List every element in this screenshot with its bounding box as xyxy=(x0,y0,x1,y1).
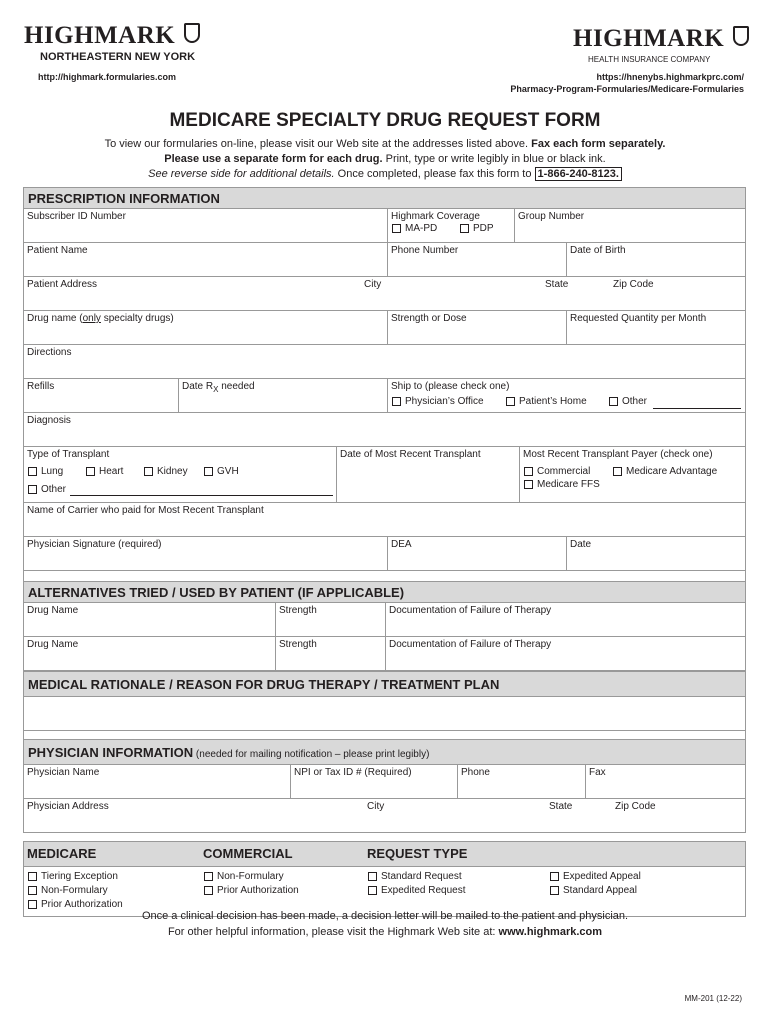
row-drug-name xyxy=(23,311,746,345)
request-form xyxy=(23,187,746,917)
medicare-options xyxy=(24,867,200,916)
intro-line-1: To view our formularies on-line, please visit our Web site at the addresses listed above. Fax each form separately. xyxy=(104,138,666,150)
intro-line-2: Please use a separate form for each drug. Print, type or write legibly in blue or black ink. xyxy=(164,153,606,165)
fax-number: 1-866-240-8123. xyxy=(535,167,622,181)
standard-request-checkbox[interactable]: Standard Request xyxy=(368,871,462,882)
form-code: MM-201 (12-22) xyxy=(684,994,742,1003)
expedited-appeal-checkbox[interactable]: Expedited Appeal xyxy=(550,871,641,882)
type-of-transplant-field: Type of Transplant Lung Heart Kidney GVH Other xyxy=(24,447,336,502)
row-patient-name xyxy=(23,243,746,277)
lung-checkbox[interactable]: Lung xyxy=(28,466,63,477)
request-type-options-group xyxy=(364,867,747,916)
form-title: MEDICARE SPECIALTY DRUG REQUEST FORM xyxy=(169,110,601,131)
alt-drug-name-field-1[interactable]: Drug Name xyxy=(27,605,79,616)
ship-to-field: Ship to (please check one) Physician’s Office Patient’s Home Other xyxy=(387,379,747,412)
npi-tax-id-field[interactable]: NPI or Tax ID # (Required) xyxy=(290,765,457,798)
row-signature xyxy=(23,537,746,571)
row-directions xyxy=(23,345,746,379)
physician-state-field[interactable]: State xyxy=(549,801,573,812)
row-alternative-2 xyxy=(23,637,746,671)
commercial-heading: COMMERCIAL xyxy=(203,846,293,861)
section-physician-information: PHYSICIAN INFORMATION (needed for mailing notification – please print legibly) xyxy=(23,739,746,765)
physician-zip-field[interactable]: Zip Code xyxy=(615,801,656,812)
commercial-prior-authorization-checkbox[interactable]: Prior Authorization xyxy=(204,885,299,896)
intro-line-3: See reverse side for additional details. Once completed, please fax this form to 1-866-240-8123. xyxy=(0,168,770,180)
recent-transplant-payer-field: Most Recent Transplant Payer (check one) Commercial Medicare Advantage Medicare FFS xyxy=(519,447,747,502)
section-alternatives: ALTERNATIVES TRIED / USED BY PATIENT (IF APPLICABLE) xyxy=(23,581,746,603)
physician-name-field[interactable]: Physician Name xyxy=(27,767,100,778)
drug-name-field[interactable]: Drug name (only specialty drugs) xyxy=(27,313,174,324)
medicare-ffs-checkbox[interactable]: Medicare FFS xyxy=(524,479,600,490)
ship-other-line[interactable] xyxy=(653,408,741,409)
url-right-1: https://hnenybs.highmarkprc.com/ xyxy=(596,72,744,82)
carrier-name-field[interactable]: Name of Carrier who paid for Most Recent Transplant xyxy=(27,505,264,516)
commercial-non-formulary-checkbox[interactable]: Non-Formulary xyxy=(204,871,284,882)
physician-city-field[interactable]: City xyxy=(367,801,385,812)
logo-subtitle-left: NORTHEASTERN NEW YORK xyxy=(40,51,196,63)
row-diagnosis xyxy=(23,413,746,447)
date-rx-needed-field[interactable]: Date $R_X$ needed xyxy=(178,379,387,412)
pdp-checkbox[interactable]: PDP xyxy=(460,223,494,234)
subscriber-id-field[interactable]: Subscriber ID Number xyxy=(27,211,126,222)
date-recent-transplant-field[interactable]: Date of Most Recent Transplant xyxy=(336,447,519,502)
commercial-payer-checkbox[interactable]: Commercial xyxy=(524,466,590,477)
spacer xyxy=(23,571,746,581)
transplant-other-line[interactable] xyxy=(70,495,333,496)
expedited-request-checkbox[interactable]: Expedited Request xyxy=(368,885,466,896)
gvh-checkbox[interactable]: GVH xyxy=(204,466,239,477)
alt-documentation-field-1[interactable]: Documentation of Failure of Therapy xyxy=(385,603,747,636)
patient-name-field[interactable]: Patient Name xyxy=(27,245,88,256)
medicare-non-formulary-checkbox[interactable]: Non-Formulary xyxy=(28,885,108,896)
state-field[interactable]: State xyxy=(545,279,569,290)
highmark-website-link[interactable]: www.highmark.com xyxy=(498,926,603,938)
patients-home-checkbox[interactable]: Patient’s Home xyxy=(506,396,587,407)
physician-signature-field[interactable]: Physician Signature (required) xyxy=(27,539,162,550)
physician-fax-field[interactable]: Fax xyxy=(585,765,747,798)
alt-strength-field-2[interactable]: Strength xyxy=(275,637,385,670)
request-type-header xyxy=(23,841,746,867)
row-carrier xyxy=(23,503,746,537)
request-type-heading: REQUEST TYPE xyxy=(367,846,468,861)
row-alternative-1 xyxy=(23,603,746,637)
diagnosis-field[interactable]: Diagnosis xyxy=(27,415,71,426)
row-physician-address xyxy=(23,799,746,833)
physician-address-field[interactable]: Physician Address xyxy=(27,801,109,812)
footer-line-1: Once a clinical decision has been made, a decision letter will be mailed to the patient and physician. xyxy=(141,910,629,922)
blue-shield-icon xyxy=(733,26,749,46)
alt-documentation-field-2[interactable]: Documentation of Failure of Therapy xyxy=(385,637,747,670)
section-prescription-information: PRESCRIPTION INFORMATION xyxy=(23,187,746,209)
commercial-options xyxy=(200,867,364,916)
city-field[interactable]: City xyxy=(364,279,382,290)
patient-address-field[interactable]: Patient Address xyxy=(27,279,98,290)
dea-field[interactable]: DEA xyxy=(387,537,566,570)
url-right-2: Pharmacy-Program-Formularies/Medicare-Formularies xyxy=(510,84,744,94)
highmark-coverage-field: Highmark Coverage MA-PD PDP xyxy=(387,209,514,242)
directions-field[interactable]: Directions xyxy=(27,347,72,358)
highmark-hic-logo: HIGHMARK xyxy=(573,25,749,53)
zip-code-field[interactable]: Zip Code xyxy=(613,279,654,290)
date-of-birth-field[interactable]: Date of Birth xyxy=(566,243,747,276)
row-transplant xyxy=(23,447,746,503)
row-patient-address xyxy=(23,277,746,311)
spacer xyxy=(23,731,746,739)
footer-line-2: For other helpful information, please visit the Highmark Web site at: www.highmark.com xyxy=(167,926,603,938)
medicare-prior-authorization-checkbox[interactable]: Prior Authorization xyxy=(28,899,123,910)
rationale-field[interactable] xyxy=(23,697,746,731)
section-medical-rationale: MEDICAL RATIONALE / REASON FOR DRUG THERAPY / TREATMENT PLAN xyxy=(23,671,746,697)
ship-other-checkbox[interactable]: Other xyxy=(609,396,647,407)
physician-phone-field[interactable]: Phone xyxy=(457,765,585,798)
alt-drug-name-field-2[interactable]: Drug Name xyxy=(27,639,79,650)
group-number-field[interactable]: Group Number xyxy=(514,209,747,242)
highmark-nny-logo: HIGHMARK xyxy=(24,22,200,50)
row-refills xyxy=(23,379,746,413)
standard-appeal-checkbox[interactable]: Standard Appeal xyxy=(550,885,637,896)
phone-number-field[interactable]: Phone Number xyxy=(387,243,566,276)
signature-date-field[interactable]: Date xyxy=(566,537,747,570)
strength-dose-field[interactable]: Strength or Dose xyxy=(387,311,566,344)
physicians-office-checkbox[interactable]: Physician’s Office xyxy=(392,396,484,407)
requested-quantity-field[interactable]: Requested Quantity per Month xyxy=(566,311,747,344)
url-left: http://highmark.formularies.com xyxy=(38,72,177,82)
logo-subtitle-right: HEALTH INSURANCE COMPANY xyxy=(588,55,711,64)
medicare-advantage-checkbox[interactable]: Medicare Advantage xyxy=(613,466,717,477)
heart-checkbox[interactable]: Heart xyxy=(86,466,123,477)
row-physician-name xyxy=(23,765,746,799)
ma-pd-checkbox[interactable]: MA-PD xyxy=(392,223,437,234)
transplant-other-checkbox[interactable]: Other xyxy=(28,484,66,495)
row-subscriber xyxy=(23,209,746,243)
refills-field[interactable]: Refills xyxy=(27,381,55,392)
kidney-checkbox[interactable]: Kidney xyxy=(144,466,188,477)
alt-strength-field-1[interactable]: Strength xyxy=(275,603,385,636)
medicare-heading: MEDICARE xyxy=(27,846,97,861)
tiering-exception-checkbox[interactable]: Tiering Exception xyxy=(28,871,118,882)
blue-shield-icon xyxy=(184,23,200,43)
